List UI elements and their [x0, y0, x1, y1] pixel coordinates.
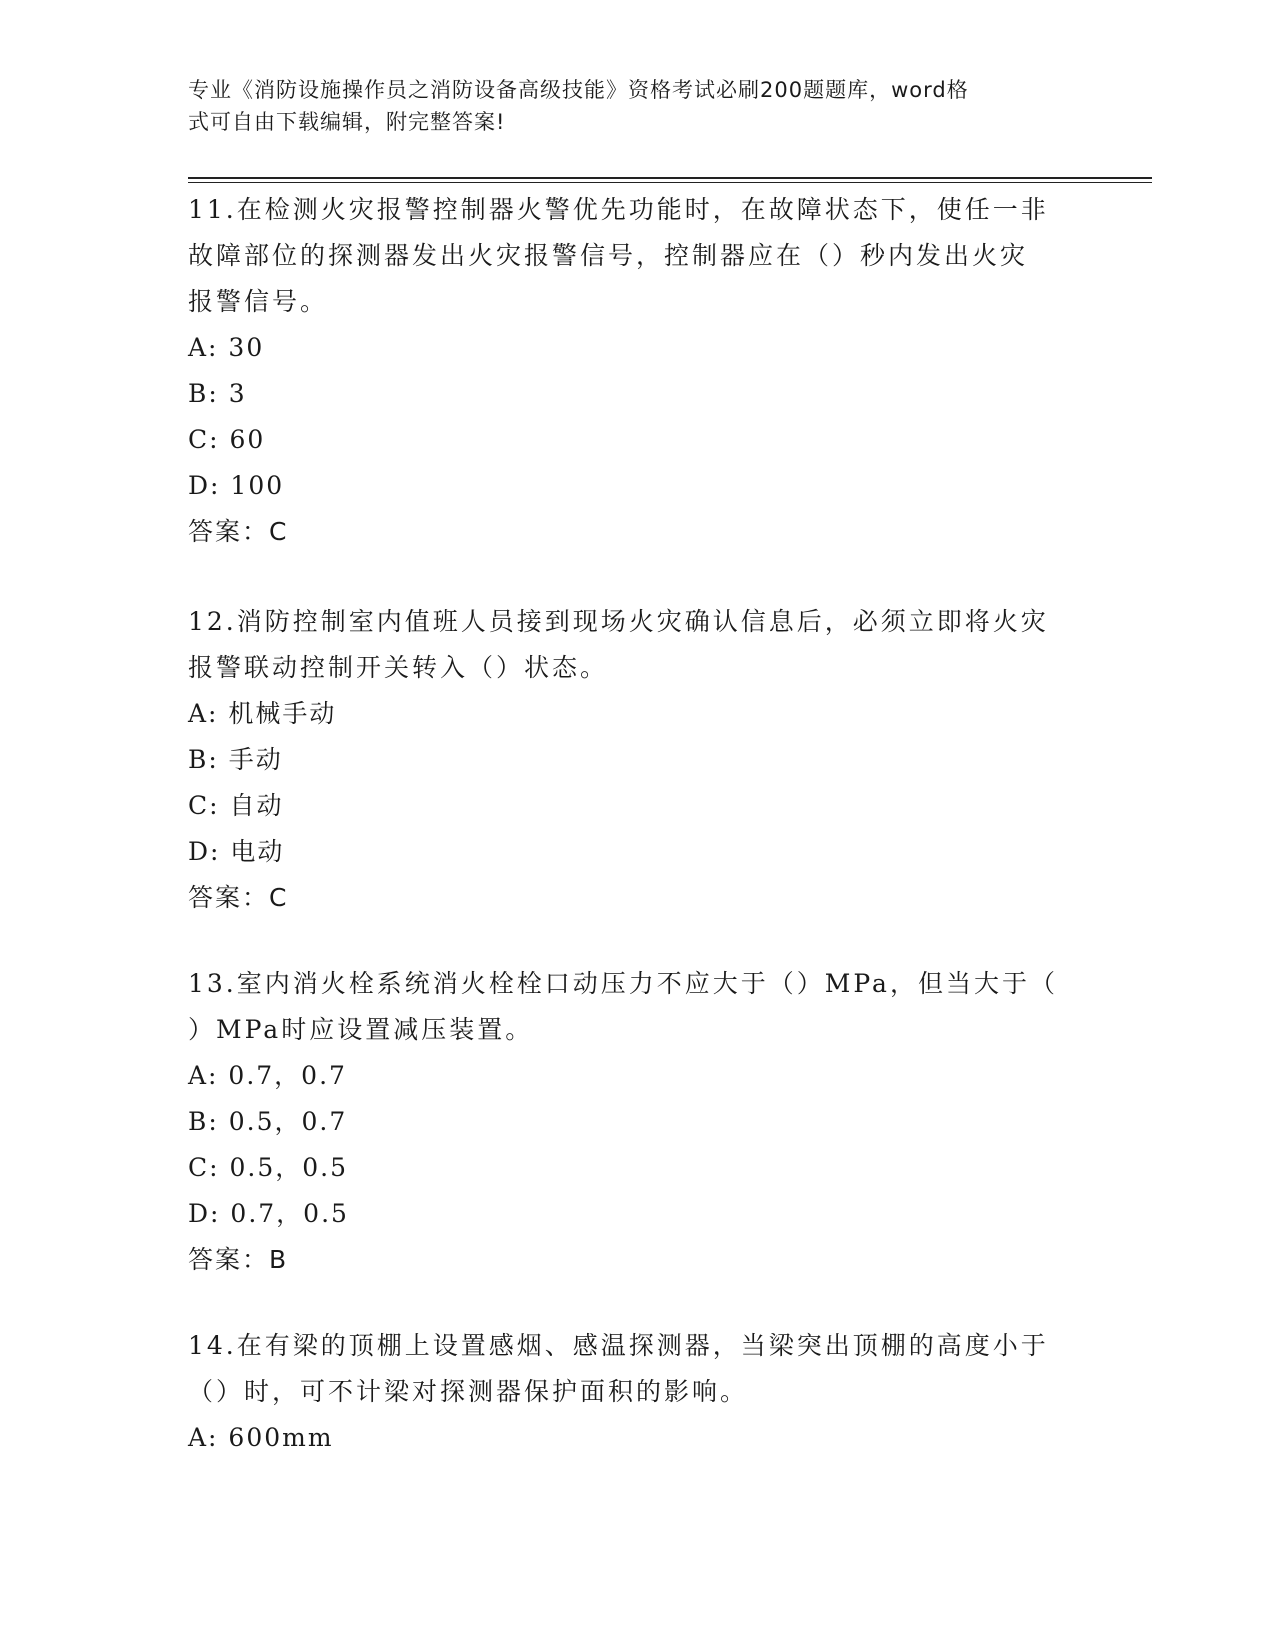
question-stem-line: 13.室内消火栓系统消火栓栓口动压力不应大于（）MPa，但当大于（	[188, 969, 1058, 998]
question-stem-line: 11.在检测火灾报警控制器火警优先功能时，在故障状态下，使任一非	[188, 195, 1049, 224]
option-a: A: 600mm	[188, 1423, 334, 1452]
option-a: A: 30	[188, 333, 265, 362]
answer-line: 答案：C	[188, 517, 289, 546]
question-12	[188, 599, 1078, 921]
question-stem-line: （）时，可不计梁对探测器保护面积的影响。	[188, 1377, 749, 1406]
question-stem-line: ）MPa时应设置减压装置。	[188, 1015, 534, 1044]
option-b: B: 0.5，0.7	[188, 1107, 348, 1136]
question-stem-line: 报警信号。	[188, 287, 329, 316]
header-line-2: 式可自由下载编辑，附完整答案!	[188, 110, 506, 134]
option-c: C: 自动	[188, 791, 284, 820]
option-b: B: 3	[188, 379, 247, 408]
header-divider-thick	[188, 177, 1152, 179]
answer-line: 答案：C	[188, 883, 289, 912]
question-11	[188, 187, 1078, 555]
question-stem-line: 14.在有梁的顶棚上设置感烟、感温探测器，当梁突出顶棚的高度小于	[188, 1331, 1049, 1360]
header-line-1: 专业《消防设施操作员之消防设备高级技能》资格考试必刷200题题库，word格	[188, 78, 969, 102]
option-c: C: 60	[188, 425, 266, 454]
question-13	[188, 961, 1078, 1283]
answer-line: 答案：B	[188, 1245, 289, 1274]
option-d: D: 100	[188, 471, 285, 500]
option-c: C: 0.5，0.5	[188, 1153, 349, 1182]
question-stem-line: 12.消防控制室内值班人员接到现场火灾确认信息后，必须立即将火灾	[188, 607, 1049, 636]
question-14	[188, 1323, 1078, 1461]
document-header	[188, 74, 1068, 138]
question-stem-line: 故障部位的探测器发出火灾报警信号，控制器应在（）秒内发出火灾	[188, 241, 1029, 270]
option-b: B: 手动	[188, 745, 283, 774]
option-a: A: 机械手动	[188, 699, 337, 728]
option-d: D: 电动	[188, 837, 285, 866]
question-stem-line: 报警联动控制开关转入（）状态。	[188, 653, 609, 682]
option-d: D: 0.7，0.5	[188, 1199, 349, 1228]
option-a: A: 0.7，0.7	[188, 1061, 347, 1090]
header-divider-thin	[188, 182, 1152, 183]
